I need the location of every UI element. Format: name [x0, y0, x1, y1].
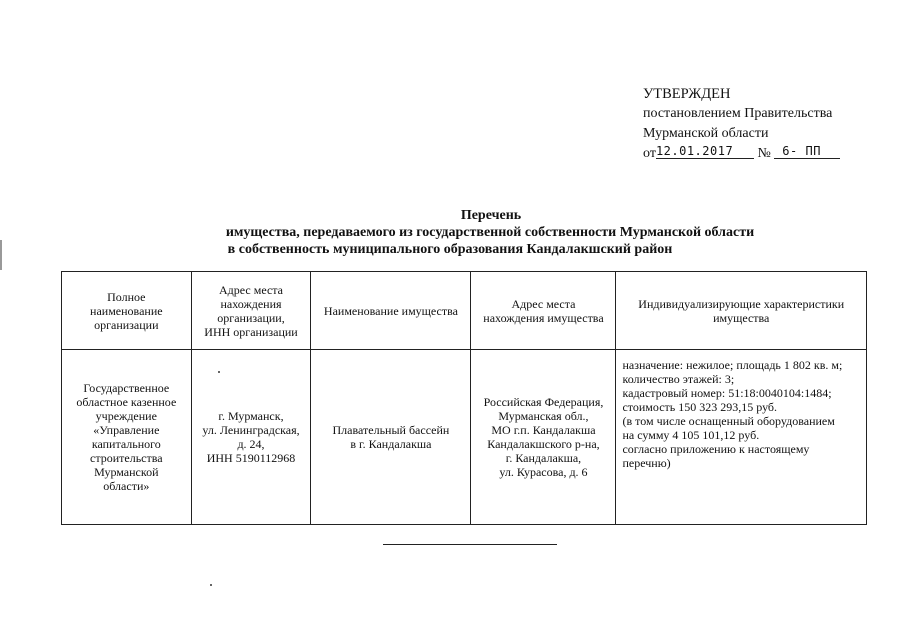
cell-org-address: [191, 350, 311, 525]
cell-line: Российская Федерация,: [483, 395, 604, 409]
cell-line: организации,: [217, 310, 285, 325]
approval-date: 12.01.2017: [656, 144, 754, 159]
cell-line: ул. Курасова, д. 6: [499, 465, 588, 479]
approval-line-2: Мурманской области: [643, 126, 769, 141]
approval-number: 6- ПП: [774, 144, 840, 159]
header-organization: [62, 272, 192, 350]
cell-line: кадастровый номер: 51:18:0040104:1484;: [622, 386, 832, 400]
cell-line: Адрес места: [219, 282, 283, 297]
title-line-1: Перечень: [460, 208, 522, 223]
cell-line: ИНН 5190112968: [206, 451, 296, 465]
approval-heading: УТВЕРЖДЕН: [643, 86, 731, 102]
approval-stamp: [643, 84, 883, 164]
date-prefix: от: [643, 146, 656, 161]
cell-line: организации: [94, 317, 159, 332]
cell-line: Мурманская обл.,: [498, 409, 589, 423]
title-line-3: в собственность муниципального образования Кандалакшский район: [227, 242, 673, 257]
scan-speck: [218, 371, 220, 373]
cell-property-name: [311, 350, 471, 525]
scan-speck: [210, 584, 212, 586]
cell-line: нахождения: [220, 296, 282, 311]
cell-line: д. 24,: [237, 437, 265, 451]
cell-line: нахождения имущества: [483, 310, 604, 325]
cell-line: Индивидуализирующие характеристики: [638, 296, 845, 311]
cell-line: в г. Кандалакша: [350, 437, 432, 451]
header-property-name: [311, 272, 471, 350]
cell-line: Адрес места: [511, 296, 576, 311]
cell-line: Плавательный бассейн: [332, 423, 450, 437]
scan-edge-mark: [0, 240, 2, 270]
header-org-address: [191, 272, 311, 350]
cell-characteristics: [616, 350, 867, 525]
header-property-address: [471, 272, 616, 350]
cell-line: наименование: [90, 303, 163, 318]
cell-line: ул. Ленинградская,: [202, 423, 300, 437]
cell-line: областное казенное: [76, 395, 177, 409]
cell-line: капитального: [91, 437, 161, 451]
cell-line: имущества: [713, 310, 770, 325]
table-row: [62, 350, 867, 525]
closing-rule: [383, 544, 557, 545]
property-table: [61, 271, 867, 525]
cell-line: назначение: нежилое; площадь 1 802 кв. м;: [622, 358, 843, 372]
cell-property-address: [471, 350, 616, 525]
cell-line: количество этажей: 3;: [622, 372, 735, 386]
document-title: [140, 207, 840, 258]
cell-line: ИНН организации: [204, 324, 298, 339]
cell-line: «Управление: [93, 423, 160, 437]
cell-line: Наименование имущества: [323, 303, 458, 318]
cell-line: Полное: [107, 289, 146, 304]
cell-line: г. Кандалакша,: [505, 451, 582, 465]
cell-line: Мурманской: [94, 465, 159, 479]
cell-line: строительства: [90, 451, 163, 465]
number-sign: №: [757, 146, 771, 161]
cell-line: Государственное: [83, 381, 170, 395]
cell-organization: [62, 350, 192, 525]
cell-line: г. Мурманск,: [218, 409, 284, 423]
cell-line: МО г.п. Кандалакша: [491, 423, 596, 437]
header-characteristics: [616, 272, 867, 350]
cell-line: (в том числе оснащенный оборудованием: [622, 414, 835, 428]
cell-line: перечню): [622, 456, 671, 470]
cell-line: согласно приложению к настоящему: [622, 442, 810, 456]
title-line-2: имущества, передаваемого из государственной собственности Мурманской области: [225, 225, 755, 240]
cell-line: Кандалакшского р-на,: [487, 437, 600, 451]
approval-line-1: постановлением Правительства: [643, 106, 833, 121]
table-header-row: [62, 272, 867, 350]
cell-line: учреждение: [95, 409, 157, 423]
cell-line: области»: [103, 479, 150, 493]
cell-line: стоимость 150 323 293,15 руб.: [622, 400, 778, 414]
cell-line: на сумму 4 105 101,12 руб.: [622, 428, 760, 442]
approval-date-line: [643, 144, 883, 164]
